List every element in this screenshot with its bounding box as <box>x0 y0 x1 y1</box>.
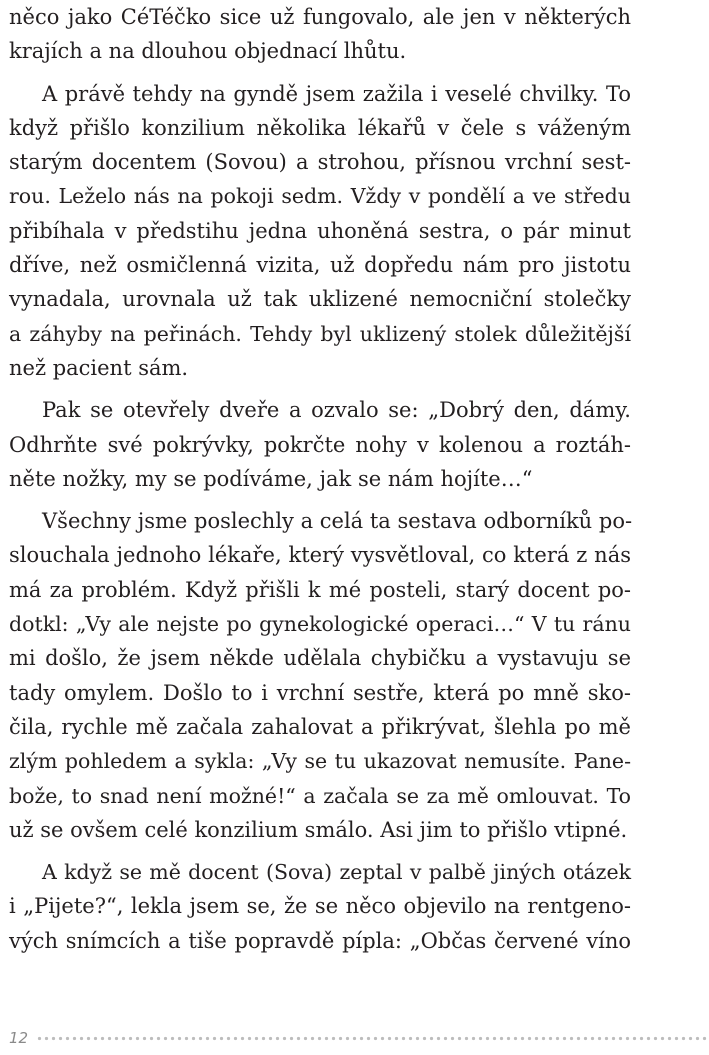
text-line: tady omylem. Došlo to i vrchní sestře, která po mně sko- <box>9 680 631 705</box>
dotted-rule <box>36 1036 709 1041</box>
text-line: dotkl: „Vy ale nejste po gynekologické operaci…“ V tu ránu <box>9 612 631 637</box>
text-line: A právě tehdy na gyndě jsem zažila i veselé chvilky. To <box>42 81 631 106</box>
page-footer <box>9 1026 709 1050</box>
text-line: starým docentem (Sovou) a strohou, přísnou vrchní sest- <box>9 150 631 175</box>
text-line: a záhyby na peřinách. Tehdy byl uklizený stolek důležitější <box>9 321 631 346</box>
text-line: krajích a na dlouhou objednací lhůtu. <box>9 39 407 64</box>
text-line: Pak se otevřely dveře a ozvalo se: „Dobrý den, dámy. <box>42 398 631 423</box>
paragraph-1 <box>9 0 631 69</box>
text-line: když přišlo konzilium několika lékařů v čele s váženým <box>9 115 631 140</box>
text-line: zlým pohledem a sykla: „Vy se tu ukazovat nemusíte. Pane- <box>9 749 631 774</box>
paragraph-3 <box>9 393 631 496</box>
paragraph-2 <box>9 77 631 386</box>
text-line: má za problém. Když přišli k mé posteli, starý docent po- <box>9 577 631 602</box>
text-line: Odhrňte své pokrývky, pokrčte nohy v kolenou a roztáh- <box>9 432 631 457</box>
text-line: vynadala, urovnala už tak uklizené nemocniční stolečky <box>9 287 631 312</box>
text-line: A když se mě docent (Sova) zeptal v palbě jiných otázek <box>42 860 631 885</box>
page-number: 12 <box>9 1029 29 1047</box>
paragraph-5 <box>9 855 631 958</box>
text-line: už se ovšem celé konzilium smálo. Asi jim to přišlo vtipné. <box>9 817 628 842</box>
text-line: mi došlo, že jsem někde udělala chybičku a vystavuju se <box>9 646 631 671</box>
text-line: bože, to snad není možné!“ a začala se za mě omlouvat. To <box>9 783 631 808</box>
text-line: než pacient sám. <box>9 355 189 380</box>
text-line: čila, rychle mě začala zahalovat a přikrývat, šlehla po mě <box>9 714 631 739</box>
body-text <box>9 0 631 966</box>
text-line: přibíhala v předstihu jedna uhoněná sestra, o pár minut <box>9 218 631 243</box>
text-line: i „Pijete?“, lekla jsem se, že se něco objevilo na rentgeno- <box>9 894 631 919</box>
text-line: vých snímcích a tiše popravdě pípla: „Občas červené víno <box>9 928 631 953</box>
text-line: slouchala jednoho lékaře, který vysvětloval, co která z nás <box>9 543 631 568</box>
text-line: rou. Leželo nás na pokoji sedm. Vždy v pondělí a ve středu <box>9 184 631 209</box>
text-line: něco jako CéTéčko sice už fungovalo, ale jen v některých <box>9 5 631 29</box>
text-line: Všechny jsme poslechly a celá ta sestava odborníků po- <box>42 509 633 534</box>
paragraph-4 <box>9 504 631 847</box>
text-line: něte nožky, my se podíváme, jak se nám hojíte…“ <box>9 466 533 491</box>
text-line: dříve, než osmičlenná vizita, už dopředu nám pro jistotu <box>9 253 631 278</box>
